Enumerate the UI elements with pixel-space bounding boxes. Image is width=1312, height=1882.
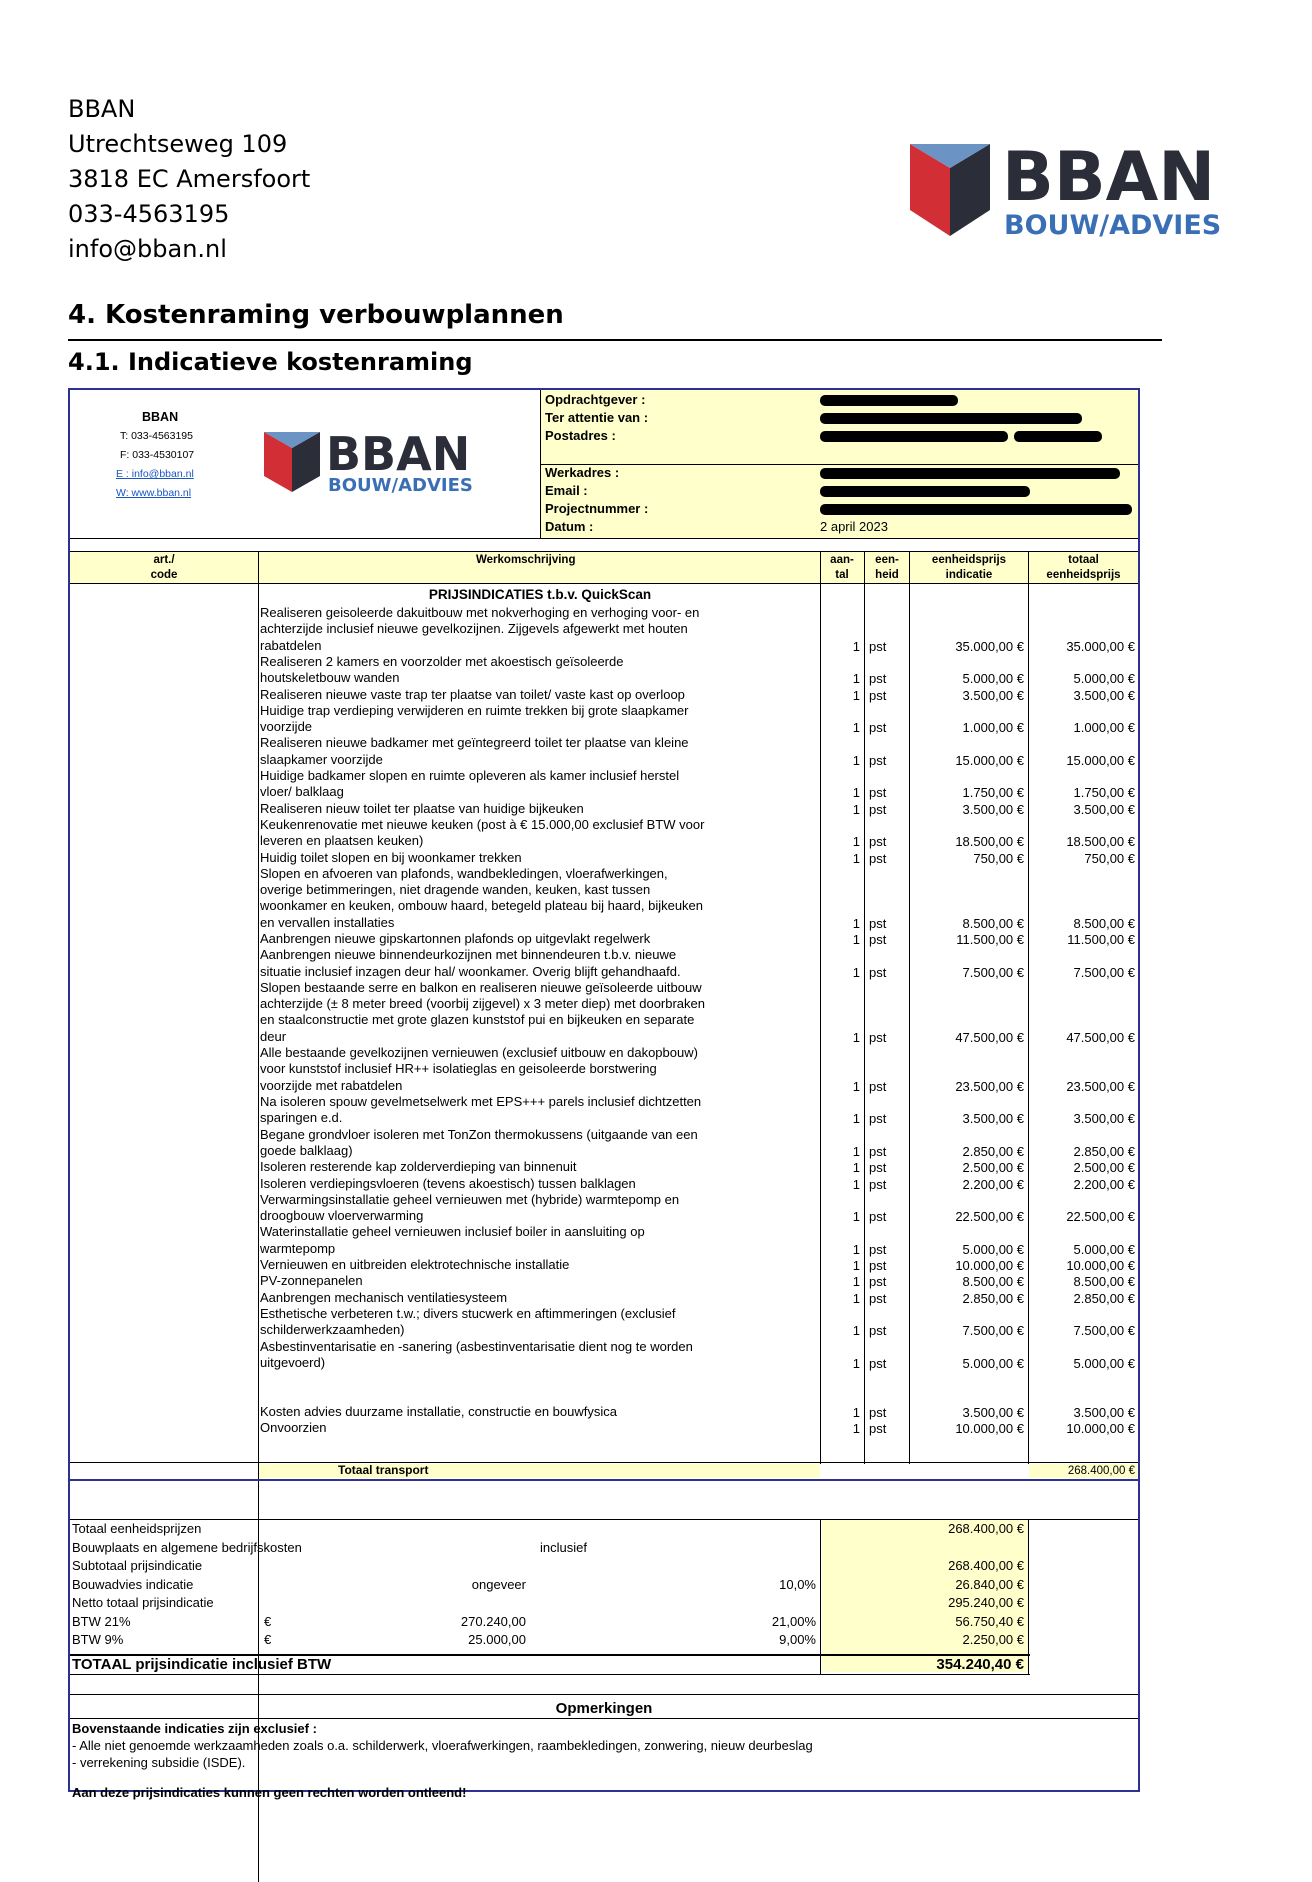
address-street: Utrechtseweg 109 [68,130,288,158]
item-total: 22.500,00 € [1066,1209,1135,1225]
item-unit-price: 3.500,00 € [962,801,1024,817]
item-unit: pst [869,964,887,980]
item-description-line: slaapkamer voorzijde [260,751,383,767]
redacted-attentie [820,413,1082,424]
table-row [70,687,1138,703]
redacted-email [820,486,1030,497]
item-description-line: situatie inclusief inzagen deur hal/ woonkamer. Overig blijft gehandhaafd. [260,963,681,979]
item-unit-price: 2.200,00 € [962,1176,1024,1192]
item-unit-price: 5.000,00 € [962,1355,1024,1371]
client-info-block [540,390,1140,540]
item-description-line: Isoleren resterende kap zolderverdieping van binnenuit [260,1159,577,1175]
item-quantity: 1 [852,1143,860,1159]
item-unit: pst [869,720,887,736]
summary-note: inclusief [540,1539,587,1555]
item-total: 8.500,00 € [1073,1274,1135,1290]
item-description [260,1273,363,1289]
item-description [260,1094,701,1127]
item-unit-price: 2.850,00 € [962,1290,1024,1306]
item-total: 1.000,00 € [1073,720,1135,736]
item-quantity: 1 [852,1078,860,1094]
table-row [70,1176,1138,1192]
item-description-line: achterzijde (± 8 meter breed (voorbij zijgevel) x 3 meter diep) met doorbraken [260,996,705,1012]
item-unit: pst [869,1404,887,1420]
summary-percentage: 10,0% [779,1576,816,1592]
item-unit-price: 11.500,00 € [956,932,1024,947]
item-quantity: 1 [852,1241,860,1257]
item-total: 15.000,00 € [1066,752,1135,768]
item-quantity: 1 [852,932,860,947]
address-email: info@bban.nl [68,235,227,263]
item-description [260,1176,636,1192]
summary-label: Bouwplaats en algemene bedrijfskosten [72,1539,302,1555]
item-description [260,1045,698,1094]
item-description-line: voorzijde [260,719,313,735]
sheet-logo [264,428,534,494]
item-unit: pst [869,1209,887,1225]
sheet-web-link[interactable]: W: www.bban.nl [116,487,192,499]
table-row [70,703,1138,736]
item-unit-price: 8.500,00 € [962,915,1024,931]
item-unit: pst [869,801,887,817]
item-quantity: 1 [852,1355,860,1371]
item-quantity: 1 [852,1209,860,1225]
summary-label: Totaal eenheidsprijzen [72,1521,202,1536]
summary-row [70,1614,1138,1632]
item-description-line: achterzijde inclusief nieuwe gevelkozijnen. Zijgevels afgewerkt met houten [260,621,688,637]
item-description [260,605,699,654]
table-row [70,1257,1138,1273]
remarks-subtitle: Bovenstaande indicaties zijn exclusief : [72,1721,317,1736]
item-unit: pst [869,1176,887,1192]
item-quantity: 1 [852,720,860,736]
item-description-line: Realiseren nieuw toilet ter plaatse van huidige bijkeuken [260,800,584,816]
item-description-line: Realiseren nieuwe vaste trap ter plaatse van toilet/ vaste kast op overloop [260,686,685,702]
item-description [260,1127,698,1160]
summary-label: Netto totaal prijsindicatie [72,1595,214,1610]
item-description-line: Realiseren nieuwe badkamer met geïntegreerd toilet ter plaatse van kleine [260,735,689,751]
col-quantity: aan- tal [830,554,854,581]
item-quantity: 1 [852,687,860,703]
summary-currency: € [264,1632,272,1647]
item-description [260,817,704,850]
item-total: 750,00 € [1084,850,1135,866]
table-row [70,1371,1138,1404]
item-unit: pst [869,687,887,703]
item-unit-price: 5.000,00 € [962,671,1024,687]
item-description-line: Onvoorzien [260,1420,327,1435]
item-unit: pst [869,671,887,687]
item-unit: pst [869,1323,887,1339]
summary-base-amount: 270.240,00 [460,1613,526,1629]
item-total: 7.500,00 € [1073,964,1135,980]
item-description-line: en vervallen installaties [260,914,395,930]
item-quantity: 1 [852,1404,860,1420]
item-quantity: 1 [852,1176,860,1192]
item-description [260,1159,577,1175]
item-total: 5.000,00 € [1073,1241,1135,1257]
item-description-line: Realiseren geisoleerde dakuitbouw met nokverhoging en verhoging voor- en [260,605,700,620]
datum-value: 2 april 2023 [820,519,888,534]
item-unit: pst [869,1274,887,1290]
item-total: 35.000,00 € [1066,638,1135,654]
item-quantity: 1 [852,834,860,850]
item-unit-price: 1.750,00 € [962,785,1024,801]
item-description [260,1420,326,1436]
item-description-line: warmtepomp [260,1240,336,1256]
summary-row [70,1521,1138,1539]
item-unit-price: 3.500,00 € [962,687,1024,703]
table-row [70,850,1138,866]
item-description-line: Esthetische verbeteren t.w.; divers stucwerk en aftimmeringen (exclusief [260,1305,676,1321]
item-unit-price: 1.000,00 € [962,720,1024,736]
item-unit-price: 35.000,00 € [955,638,1024,654]
table-row [70,768,1138,801]
item-unit: pst [869,1111,887,1127]
address-block [68,92,310,267]
item-total: 3.500,00 € [1073,1111,1135,1127]
item-description-line: voorzijde met rabatdelen [260,1077,403,1093]
summary-percentage: 21,00% [771,1613,816,1629]
label-postadres: Postadres : [545,428,616,443]
section-heading: 4. Kostenraming verbouwplannen [68,300,564,330]
item-total: 1.750,00 € [1073,785,1135,801]
item-unit-price: 3.500,00 € [962,1111,1024,1127]
summary-row [70,1540,1138,1558]
item-description-line: vloer/ balklaag [260,784,344,800]
item-unit: pst [869,785,887,801]
address-name: BBAN [68,95,136,123]
item-unit: pst [869,1029,887,1045]
label-email: Email : [545,483,588,498]
item-description [260,703,689,736]
item-description-line: deur [260,1028,287,1044]
table-row [70,1159,1138,1175]
item-total: 3.500,00 € [1073,1404,1135,1420]
item-total: 3.500,00 € [1073,687,1135,703]
summary-value: 268.400,00 € [948,1521,1024,1536]
sheet-company: BBAN [142,410,179,424]
item-unit-price: 2.500,00 € [962,1160,1024,1176]
item-quantity: 1 [852,638,860,654]
subsection-heading: 4.1. Indicatieve kostenraming [68,348,473,376]
table-row [70,1306,1138,1339]
redacted-projectnummer [820,504,1132,515]
heading-divider [68,339,1162,341]
item-description [260,980,705,1045]
label-werkadres: Werkadres : [545,465,620,480]
item-quantity: 1 [852,1274,860,1290]
item-total: 18.500,00 € [1066,834,1135,850]
item-total: 47.500,00 € [1066,1029,1135,1045]
item-quantity: 1 [852,801,860,817]
table-row [70,1420,1138,1436]
item-total: 5.000,00 € [1073,1355,1135,1371]
item-unit-price: 2.850,00 € [962,1143,1024,1159]
item-unit-price: 47.500,00 € [955,1029,1024,1045]
bban-logo [910,138,1250,238]
transport-value: 268.400,00 € [1067,1465,1135,1477]
redacted-postadres-1 [820,431,1008,442]
table-row [70,1339,1138,1372]
label-projectnummer: Projectnummer : [545,501,649,516]
item-unit-price: 10.000,00 € [955,1258,1024,1273]
item-description [260,931,650,947]
summary-label: Bouwadvies indicatie [72,1576,194,1592]
table-row [70,1290,1138,1306]
item-quantity: 1 [852,752,860,768]
address-phone: 033-4563195 [68,200,230,228]
item-unit: pst [869,752,887,768]
table-row [70,1224,1138,1257]
summary-label: BTW 21% [72,1613,131,1629]
item-unit-price: 18.500,00 € [955,834,1024,850]
redacted-postadres-2 [1014,431,1102,442]
summary-currency: € [264,1613,272,1629]
item-description-line: Aanbrengen nieuwe gipskartonnen plafonds op uitgevlakt regelwerk [260,931,651,946]
item-unit-price: 7.500,00 € [962,964,1024,980]
item-unit-price: 750,00 € [973,850,1024,866]
item-unit-price: 15.000,00 € [955,752,1024,768]
item-description-line: overige betimmeringen, niet dragende wanden, keuken, kast tussen [260,882,651,898]
item-description [260,850,522,866]
item-description-line: Huidig toilet slopen en bij woonkamer trekken [260,849,522,865]
item-quantity: 1 [852,1323,860,1339]
item-description [260,1306,675,1339]
summary-base-amount: ongeveer [471,1576,526,1592]
item-unit-price: 3.500,00 € [962,1404,1024,1420]
address-city: 3818 EC Amersfoort [68,165,311,193]
table-row [70,1045,1138,1094]
item-description-line: en staalconstructie met grote glazen kunststof pui en bijkeuken en separate [260,1012,695,1028]
cost-estimate-sheet [68,388,1140,1800]
remarks-footer: Aan deze prijsindicaties kunnen geen rechten worden ontleend! [72,1785,467,1800]
table-row [70,801,1138,817]
item-description [260,735,689,768]
item-description-line: Isoleren verdiepingsvloeren (tevens akoestisch) tussen balklagen [260,1175,636,1191]
item-total: 2.850,00 € [1073,1143,1135,1159]
logo-tagline: BOUW/ADVIES [1004,210,1222,238]
summary-label: BTW 9% [72,1632,124,1647]
item-description [260,687,685,703]
summary-value: 268.400,00 € [948,1558,1024,1573]
item-description-line: houtskeletbouw wanden [260,670,400,686]
item-description-line: PV-zonnepanelen [260,1273,363,1289]
item-description [260,654,623,687]
table-row [70,931,1138,947]
item-unit: pst [869,1290,887,1306]
redacted-werkadres [820,468,1120,479]
item-total: 5.000,00 € [1073,671,1135,687]
item-unit-price: 5.000,00 € [962,1241,1024,1257]
table-row [70,1273,1138,1289]
table-row [70,735,1138,768]
item-quantity: 1 [852,964,860,980]
item-total: 2.500,00 € [1073,1160,1135,1176]
item-description-line: sparingen e.d. [260,1110,343,1126]
item-unit: pst [869,932,887,947]
table-row [70,1192,1138,1225]
item-description-line: Na isoleren spouw gevelmetselwerk met EPS+++ parels inclusief dichtzetten [260,1094,702,1109]
item-total: 11.500,00 € [1067,932,1135,947]
item-unit-price: 22.500,00 € [955,1209,1024,1225]
item-unit-price: 23.500,00 € [955,1078,1024,1094]
item-description-line: Kosten advies duurzame installatie, constructie en bouwfysica [260,1403,617,1419]
table-row [70,605,1138,654]
item-unit-price: 10.000,00 € [955,1421,1024,1436]
item-description [260,866,703,931]
item-unit: pst [869,1241,887,1257]
col-total: totaal eenheidsprijs [1046,554,1121,581]
item-description-line: Slopen bestaande serre en balkon en realiseren nieuwe geïsoleerde uitbouw [260,979,702,995]
col-unit-price: eenheidsprijs indicatie [931,554,1007,581]
table-row [70,817,1138,850]
item-total: 23.500,00 € [1066,1078,1135,1094]
sheet-tel: T: 033-4563195 [120,430,193,442]
item-description-line: Waterinstallatie geheel vernieuwen inclusief boiler in aansluiting op [260,1224,645,1240]
item-description-line: voor kunststof inclusief HR++ isolatieglas en geisoleerde borstwering [260,1061,657,1077]
section-title: PRIJSINDICATIES t.b.v. QuickScan [428,587,652,602]
table-row [70,1404,1138,1420]
item-description-line: woonkamer en keuken, ombouw haard, betegeld plateau bij haard, bijkeuken [260,898,704,914]
sheet-fax: F: 033-4530107 [120,449,195,461]
item-quantity: 1 [852,915,860,931]
item-total: 10.000,00 € [1066,1421,1135,1436]
item-description-line: Huidige badkamer slopen en ruimte opleveren als kamer inclusief herstel [260,768,680,783]
item-unit: pst [869,1160,887,1176]
remarks-line-2: - verrekening subsidie (ISDE). [72,1755,246,1770]
item-unit: pst [869,1143,887,1159]
item-unit: pst [869,834,887,850]
item-unit: pst [869,1355,887,1371]
redacted-opdrachtgever [820,395,958,406]
item-description-line: goede balklaag) [260,1142,353,1158]
item-total: 2.200,00 € [1073,1176,1135,1192]
table-row [70,980,1138,1045]
item-description-line: Vernieuwen en uitbreiden elektrotechnische installatie [260,1257,570,1272]
item-unit-price: 7.500,00 € [962,1323,1024,1339]
item-quantity: 1 [852,671,860,687]
item-description-line: Begane grondvloer isoleren met TonZon thermokussens (uitgaande van een [260,1126,698,1142]
table-row [70,1127,1138,1160]
item-total: 2.850,00 € [1073,1290,1135,1306]
item-description-line: Asbestinventarisatie en -sanering (asbestinventarisatie dient nog te worden [260,1338,693,1354]
item-description-line: uitgevoerd) [260,1354,326,1370]
item-quantity: 1 [852,1421,860,1436]
item-unit: pst [869,915,887,931]
item-total: 3.500,00 € [1073,801,1135,817]
item-description [260,768,679,801]
sheet-logo-tagline: BOUW/ADVIES [328,475,473,494]
table-row [70,947,1138,980]
item-description-line: schilderwerkzaamheden) [260,1322,405,1338]
item-description-line: rabatdelen [260,637,322,653]
col-description: Werkomschrijving [476,554,576,566]
table-row [70,866,1138,931]
item-quantity: 1 [852,1029,860,1045]
item-description [260,801,584,817]
summary-value: 2.250,00 € [962,1632,1024,1647]
item-total: 10.000,00 € [1066,1258,1135,1273]
item-unit: pst [869,638,887,654]
summary-label: Subtotaal prijsindicatie [72,1558,203,1573]
sheet-email-link[interactable]: E : info@bban.nl [116,468,194,480]
item-description-line: droogbouw vloerverwarming [260,1208,424,1224]
col-unit: een- heid [875,554,899,581]
label-opdrachtgever: Opdrachtgever : [545,392,646,407]
item-description [260,1290,507,1306]
transport-label: Totaal transport [338,1463,429,1477]
item-total: 8.500,00 € [1073,915,1135,931]
item-total: 7.500,00 € [1073,1323,1135,1339]
item-unit: pst [869,850,887,866]
summary-row [70,1577,1138,1595]
logo-word: BBAN [1002,138,1216,217]
item-description-line: Aanbrengen nieuwe binnendeurkozijnen met binnendeuren t.b.v. nieuwe [260,947,677,963]
table-row [70,1094,1138,1127]
item-unit: pst [869,1258,887,1273]
summary-row [70,1632,1138,1650]
summary-value: 26.840,00 € [955,1576,1024,1592]
summary-value: 56.750,40 € [955,1613,1024,1629]
item-description-line: Keukenrenovatie met nieuwe keuken (post à € 15.000,00 exclusief BTW voor [260,816,705,832]
item-description-line: Alle bestaande gevelkozijnen vernieuwen (exclusief uitbouw en dakopbouw) [260,1045,698,1061]
item-description-line: Realiseren 2 kamers en voorzolder met akoestisch geïsoleerde [260,653,624,669]
sheet-logo-word: BBAN [326,428,471,481]
item-quantity: 1 [852,1160,860,1176]
summary-row [70,1595,1138,1613]
item-unit: pst [869,1078,887,1094]
item-description [260,1192,679,1225]
item-description-line: Slopen en afvoeren van plafonds, wandbekledingen, vloerafwerkingen, [260,865,668,881]
summary-row [70,1558,1138,1576]
item-description-line: Aanbrengen mechanisch ventilatiesysteem [260,1289,508,1305]
item-description [260,947,681,980]
item-unit-price: 8.500,00 € [962,1274,1024,1290]
grand-total-value: 354.240,40 € [936,1656,1024,1673]
item-quantity: 1 [852,850,860,866]
item-description [260,1224,645,1257]
label-datum: Datum : [545,519,594,534]
item-quantity: 1 [852,1258,860,1273]
label-attentie: Ter attentie van : [545,410,649,425]
item-quantity: 1 [852,1111,860,1127]
grand-total-label: TOTAAL prijsindicatie inclusief BTW [72,1656,332,1673]
summary-base-amount: 25.000,00 [468,1632,526,1647]
item-description-line: leveren en plaatsen keuken) [260,833,424,849]
item-unit: pst [869,1421,887,1436]
item-description [260,1257,569,1273]
item-description-line: Huidige trap verdieping verwijderen en ruimte trekken bij grote slaapkamer [260,702,689,718]
item-description-line: Verwarmingsinstallatie geheel vernieuwen met (hybride) warmtepomp en [260,1191,680,1207]
summary-value: 295.240,00 € [948,1595,1024,1610]
item-description [260,1404,617,1420]
item-quantity: 1 [852,785,860,801]
item-quantity: 1 [852,1290,860,1306]
col-code: art./ code [150,554,178,581]
remarks-line-1: - Alle niet genoemde werkzaamheden zoals o.a. schilderwerk, vloerafwerkingen, raambekledingen, zonwering, nieuw deurbeslag [72,1738,813,1753]
item-description [260,1339,693,1372]
remarks-title: Opmerkingen [555,1700,653,1717]
table-row [70,654,1138,687]
summary-percentage: 9,00% [779,1632,816,1647]
